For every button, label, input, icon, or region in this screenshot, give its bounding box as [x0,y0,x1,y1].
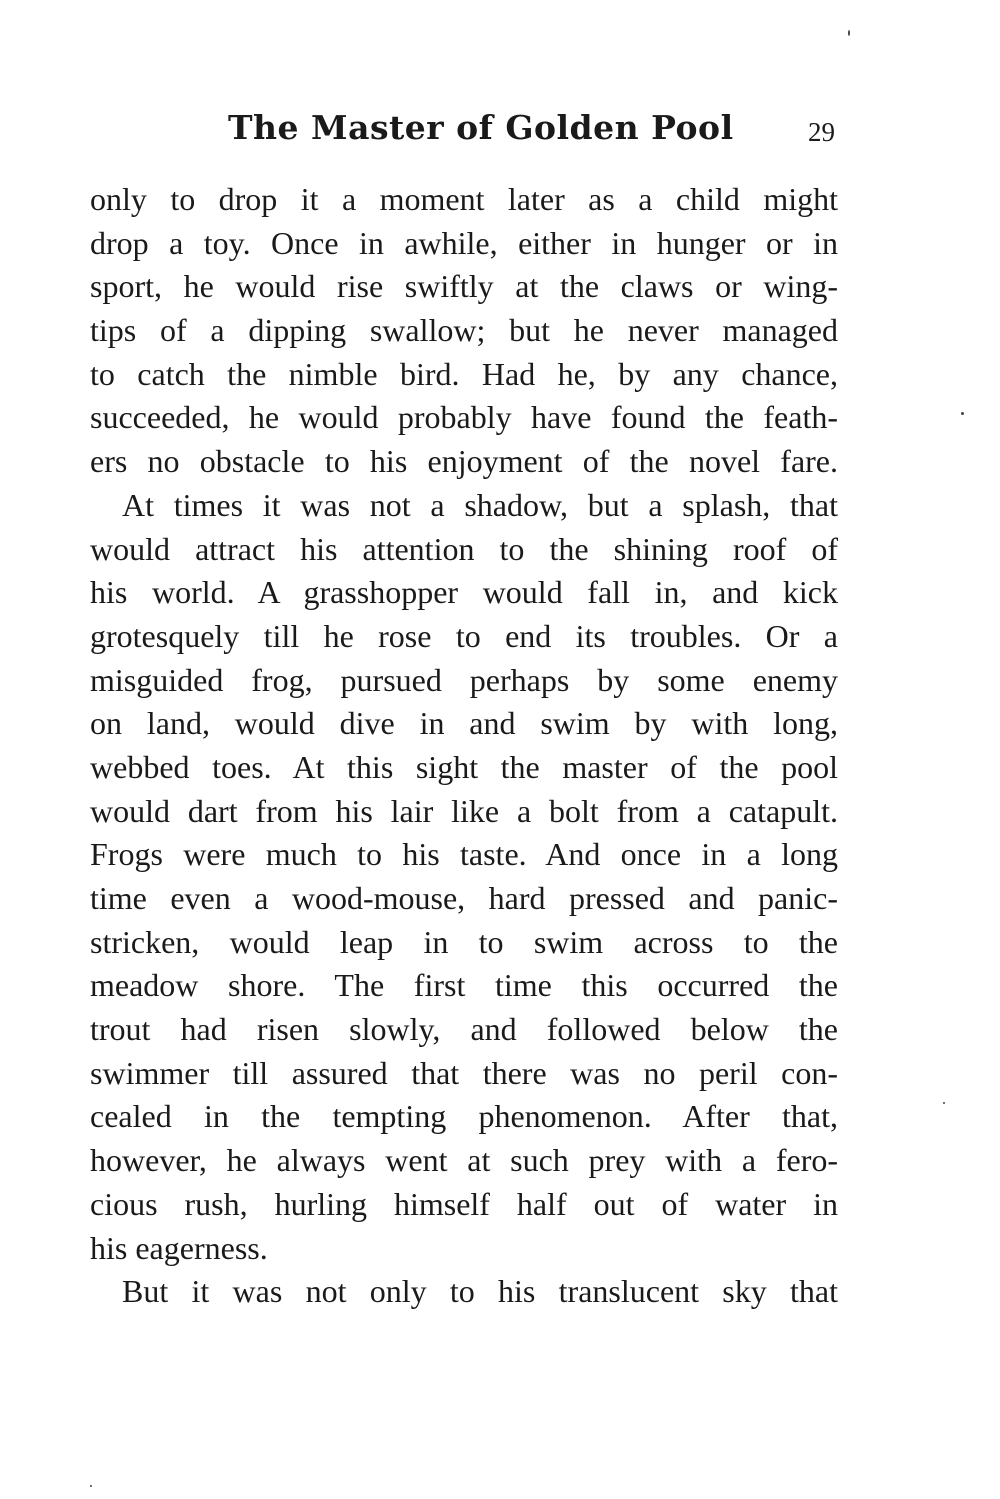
text-line: drop a toy. Once in awhile, either in hunger or in [90,224,838,261]
text-line: sport, he would rise swiftly at the claws or wing- [90,268,838,305]
text-line: tips of a dipping swallow; but he never managed [90,312,838,349]
text-line: to catch the nimble bird. Had he, by any chance, [90,355,838,392]
page-number: 29 [808,117,835,147]
text-line: trout had risen slowly, and followed below the [90,1011,838,1048]
paragraph-first-line: At times it was not a shadow, but a splash, that [122,486,838,523]
text-line: on land, would dive in and swim by with long, [90,705,838,742]
text-line: misguided frog, pursued perhaps by some enemy [90,661,838,698]
text-line: stricken, would leap in to swim across to the [90,923,838,960]
scan-speck [90,1485,92,1487]
paragraph-last-line: his eagerness. [90,1229,268,1266]
text-line: would attract his attention to the shining roof of [90,530,838,567]
running-title: The Master of Golden Pool [228,108,734,147]
text-line: cealed in the tempting phenomenon. After that, [90,1098,838,1135]
text-line: succeeded, he would probably have found the feath- [90,399,838,436]
text-line: time even a wood-mouse, hard pressed and panic- [90,880,838,916]
text-line: meadow shore. The first time this occurred the [90,967,838,1004]
text-line: grotesquely till he rose to end its troubles. Or a [90,617,838,654]
text-line: only to drop it a moment later as a child might [90,181,838,217]
body-text [90,178,838,1314]
scan-speck [961,412,964,415]
paragraph-first-line: But it was not only to his translucent sky that [122,1273,838,1310]
text-line: Frogs were much to his taste. And once in a long [90,836,838,873]
text-line: would dart from his lair like a bolt from a catapult. [90,792,838,829]
text-line: however, he always went at such prey with a fero- [90,1142,838,1179]
scan-speck [943,1102,945,1104]
text-line: his world. A grasshopper would fall in, and kick [90,574,838,611]
text-line: cious rush, hurling himself half out of water in [90,1185,838,1222]
text-line: webbed toes. At this sight the master of the pool [90,748,838,785]
text-line: swimmer till assured that there was no peril con- [90,1054,838,1091]
scan-speck [848,30,850,36]
text-line: ers no obstacle to his enjoyment of the novel fare. [90,443,838,480]
